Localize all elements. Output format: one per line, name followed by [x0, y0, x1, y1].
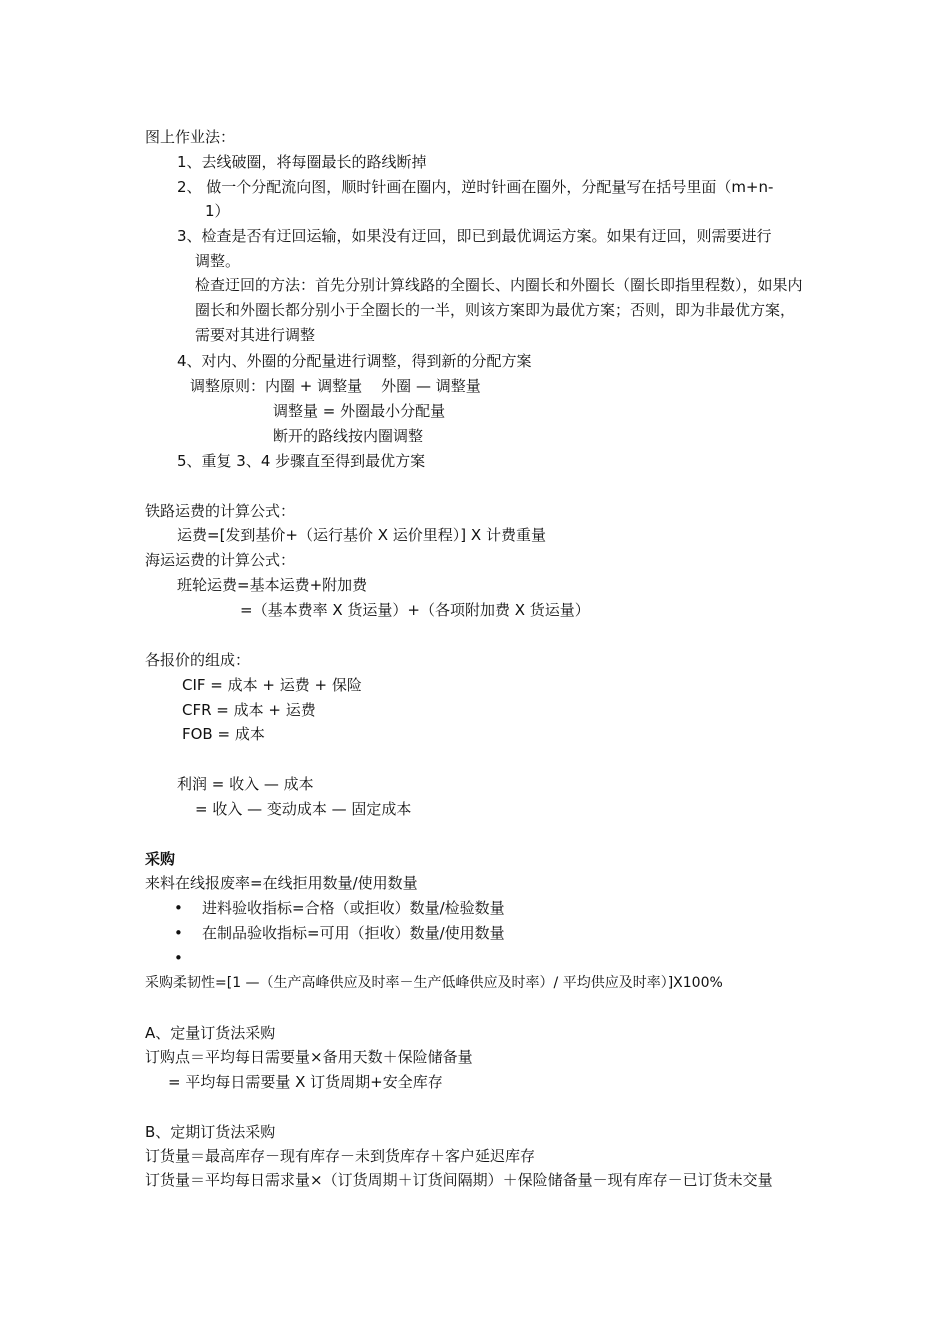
quote-cif: CIF = 成本 + 运费 + 保险 [182, 676, 362, 694]
fixed-quantity-title: A、定量订货法采购 [145, 1024, 276, 1042]
reorder-point-formula: 订购点＝平均每日需要量×备用天数＋保险储备量 [145, 1048, 473, 1066]
step-2-line2: 1） [205, 202, 230, 220]
step-5: 5、重复 3、4 步骤直至得到最优方案 [177, 452, 426, 470]
reorder-point-formula-2: = 平均每日需要量 X 订货周期+安全库存 [168, 1073, 443, 1091]
adjust-break-route: 断开的路线按内圈调整 [273, 427, 424, 445]
bullet-marker: • [174, 899, 183, 917]
adjust-principle: 调整原则：内圈 + 调整量 外圈 — 调整量 [190, 377, 481, 395]
sea-freight-title: 海运运费的计算公式： [145, 551, 296, 569]
quote-composition-title: 各报价的组成： [145, 651, 251, 669]
periodic-order-title: B、定期订货法采购 [145, 1123, 276, 1141]
step-3-line2: 调整。 [195, 252, 241, 270]
step-2-line1: 2、 做一个分配流向图，顺时针画在圈内，逆时针画在圈外，分配量写在括号里面（m+n- [177, 178, 774, 196]
order-quantity-formula-1: 订货量＝最高库存－现有库存－未到货库存＋客户延迟库存 [145, 1147, 536, 1165]
bullet-incoming-inspection: 进料验收指标=合格（或拒收）数量/检验数量 [202, 899, 505, 917]
sea-freight-formula-2: =（基本费率 X 货运量）+（各项附加费 X 货运量） [240, 601, 590, 619]
purchase-flexibility-formula: 采购柔韧性=[1 —（生产高峰供应及时率－生产低峰供应及时率）/ 平均供应及时率）]X100% [145, 975, 723, 991]
section-title-transport-method: 图上作业法： [145, 128, 236, 146]
profit-formula-2: = 收入 — 变动成本 — 固定成本 [195, 800, 412, 818]
quote-fob: FOB = 成本 [182, 725, 265, 743]
bullet-marker: • [174, 924, 183, 942]
purchase-heading: 采购 [145, 850, 176, 868]
step-3-line1: 3、检查是否有迂回运输，如果没有迂回，即已到最优调运方案。如果有迂回，则需要进行 [177, 227, 772, 245]
adjust-amount: 调整量 = 外圈最小分配量 [273, 402, 446, 420]
check-method-paragraph: 检查迂回的方法：首先分别计算线路的全圈长、内圈长和外圈长（圈长即指里程数），如果内圈长和外圈长都分别小于全圈长的一半，则该方案即为最优方案；否则，即为非最优方案，需要对其进行调整 [195, 276, 803, 344]
scrap-rate-formula: 来料在线报废率=在线拒用数量/使用数量 [145, 874, 418, 892]
sea-freight-formula-1: 班轮运费=基本运费+附加费 [177, 576, 368, 594]
rail-freight-title: 铁路运费的计算公式： [145, 502, 296, 520]
order-quantity-formula-2: 订货量＝平均每日需求量×（订货周期＋订货间隔期）＋保险储备量－现有库存－已订货未交量 [145, 1171, 773, 1189]
rail-freight-formula: 运费=[发到基价+（运行基价 X 运价里程）] X 计费重量 [177, 526, 546, 544]
profit-formula-1: 利润 = 收入 — 成本 [177, 775, 314, 793]
bullet-marker-empty: • [174, 949, 183, 967]
step-4: 4、对内、外圈的分配量进行调整，得到新的分配方案 [177, 352, 532, 370]
quote-cfr: CFR = 成本 + 运费 [182, 701, 316, 719]
bullet-wip-inspection: 在制品验收指标=可用（拒收）数量/使用数量 [202, 924, 505, 942]
step-1: 1、去线破圈，将每圈最长的路线断掉 [177, 153, 427, 171]
